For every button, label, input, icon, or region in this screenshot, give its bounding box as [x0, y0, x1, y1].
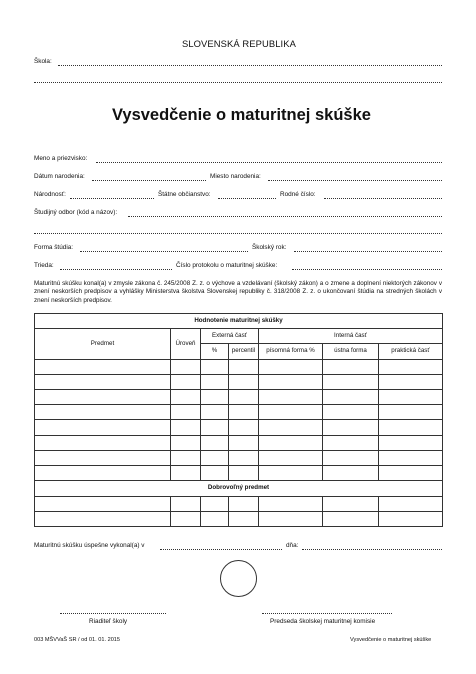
study-form-field[interactable]: [80, 251, 248, 252]
table-row[interactable]: [35, 359, 443, 374]
passed-text: Maturitnú skúšku úspešne vykonal(a) v: [34, 542, 145, 549]
table-header-row: [35, 329, 443, 344]
document-title: Vysvedčenie o maturitnej skúške: [112, 106, 371, 124]
column-header-percentile: percentil: [229, 344, 259, 359]
birth-place-label: Miesto narodenia:: [210, 173, 261, 180]
director-signature-line[interactable]: [60, 613, 166, 614]
table-row[interactable]: [35, 450, 443, 465]
study-field-line-2[interactable]: [34, 233, 442, 234]
protocol-field[interactable]: [292, 269, 442, 270]
school-year-label: Školský rok:: [252, 244, 287, 251]
citizenship-field[interactable]: [218, 198, 276, 199]
name-label: Meno a priezvisko:: [34, 155, 88, 162]
birth-place-field[interactable]: [268, 180, 442, 181]
birth-number-field[interactable]: [324, 198, 442, 199]
table-row[interactable]: [35, 390, 443, 405]
form-code: 003 MŠVVaŠ SR / od 01. 01. 2015: [34, 637, 121, 643]
column-header-practical: praktická časť: [379, 344, 443, 359]
study-form-label: Forma štúdia:: [34, 244, 74, 251]
class-field[interactable]: [60, 269, 172, 270]
school-year-field[interactable]: [294, 251, 442, 252]
date-label: dňa:: [286, 542, 299, 549]
table-row[interactable]: [35, 496, 443, 511]
column-header-percent: %: [201, 344, 229, 359]
table-row[interactable]: [35, 374, 443, 389]
voluntary-subject-heading: Dobrovoľný predmet: [35, 481, 443, 496]
citizenship-label: Štátne občianstvo:: [158, 191, 211, 198]
table-row[interactable]: [35, 435, 443, 450]
table-title: Hodnotenie maturitnej skúšky: [35, 314, 443, 329]
official-stamp: [220, 560, 257, 597]
table-row[interactable]: [35, 466, 443, 481]
birth-date-label: Dátum narodenia:: [34, 173, 85, 180]
name-field[interactable]: [96, 162, 442, 163]
column-header-external: Externá časť: [201, 329, 259, 344]
chair-signature-line[interactable]: [262, 613, 392, 614]
birth-date-field[interactable]: [92, 180, 206, 181]
date-field[interactable]: [302, 549, 442, 550]
table-row[interactable]: [35, 420, 443, 435]
study-field-field[interactable]: [128, 216, 442, 217]
column-header-level: Úroveň: [171, 329, 201, 359]
table-header-row: [35, 314, 443, 329]
column-header-subject: Predmet: [35, 329, 171, 359]
column-header-oral: ústna forma: [323, 344, 379, 359]
voluntary-header-row: [35, 481, 443, 496]
class-label: Trieda:: [34, 262, 54, 269]
column-header-written: písomná forma %: [259, 344, 323, 359]
director-label: Riaditeľ školy: [89, 618, 128, 625]
protocol-label: Číslo protokolu o maturitnej skúške:: [176, 262, 278, 269]
country-heading: SLOVENSKÁ REPUBLIKA: [182, 38, 296, 49]
school-field[interactable]: [58, 65, 442, 66]
table-row[interactable]: [35, 511, 443, 526]
nationality-field[interactable]: [70, 198, 154, 199]
footer-document-name: Vysvedčenie o maturitnej skúške: [350, 637, 432, 643]
subject-rows: [35, 359, 443, 481]
school-label: Škola:: [34, 58, 52, 65]
passed-place-field[interactable]: [160, 549, 282, 550]
table-row[interactable]: [35, 405, 443, 420]
column-header-internal: Interná časť: [259, 329, 443, 344]
chair-label: Predseda školskej maturitnej komisie: [270, 618, 376, 625]
grades-table: [34, 313, 443, 527]
birth-number-label: Rodné číslo:: [280, 191, 316, 198]
school-field-line-2[interactable]: [34, 82, 442, 83]
nationality-label: Národnosť:: [34, 191, 66, 198]
intro-paragraph: Maturitnú skúšku konal(a) v zmysle zákona č. 245/2008 Z. z. o výchove a vzdelávaní (školský zákon) a o zmene a doplnení niektorých zákonov v znení neskorších predpisov a vyhlášky Ministerstva školstva Slovenskej republiky č. 318/2008 Z. z. o ukončovaní štúdia na stredných školách v znení neskorších predpisov.: [34, 280, 442, 304]
study-field-label: Študijný odbor (kód a názov):: [34, 209, 118, 216]
